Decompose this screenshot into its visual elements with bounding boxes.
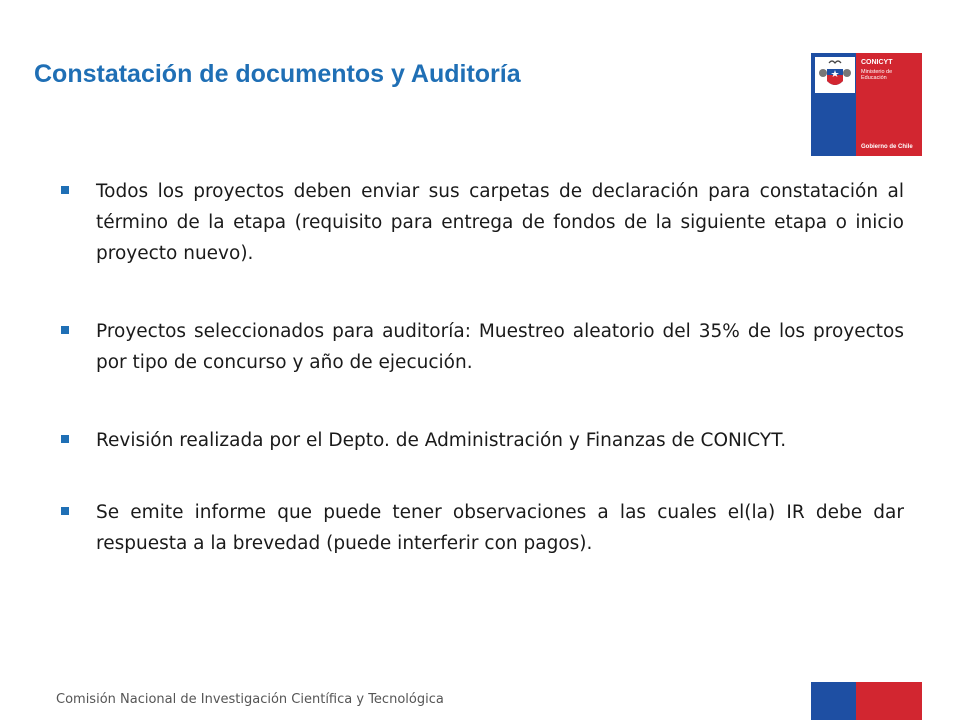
bullet-item [58,497,904,559]
logo-government: Gobierno de Chile [861,144,913,150]
bullet-text: Proyectos seleccionados para auditoría: Muestreo aleatorio del 35% de los proyectos por tipo de concurso y año de ejecución. [96,321,904,373]
square-bullet-icon [61,186,69,194]
slide-title: Constatación de documentos y Auditoría [34,60,521,88]
conicyt-logo [811,53,922,156]
footer-text: Comisión Nacional de Investigación Científica y Tecnológica [56,692,444,707]
bullet-item [58,425,904,497]
logo-name: CONICYT [861,59,893,66]
flag-red-band [856,682,922,720]
bullet-item [58,316,904,425]
bullet-text: Todos los proyectos deben enviar sus carpetas de declaración para constatación al término de la etapa (requisito para entrega de fondos de la siguiente etapa o inicio proyecto nuevo). [96,181,904,264]
square-bullet-icon [61,435,69,443]
bullet-text: Revisión realizada por el Depto. de Administración y Finanzas de CONICYT. [96,430,787,451]
bullet-text: Se emite informe que puede tener observaciones a las cuales el(la) IR debe dar respuesta a la brevedad (puede interferir con pagos). [96,502,904,554]
bullet-item [58,176,904,316]
chile-coat-of-arms-icon [815,57,855,93]
square-bullet-icon [61,507,69,515]
footer-flag [811,682,922,720]
logo-ministry: Ministerio de Educación [861,69,893,81]
flag-blue-band [811,682,856,720]
bullet-list [58,176,904,559]
square-bullet-icon [61,326,69,334]
